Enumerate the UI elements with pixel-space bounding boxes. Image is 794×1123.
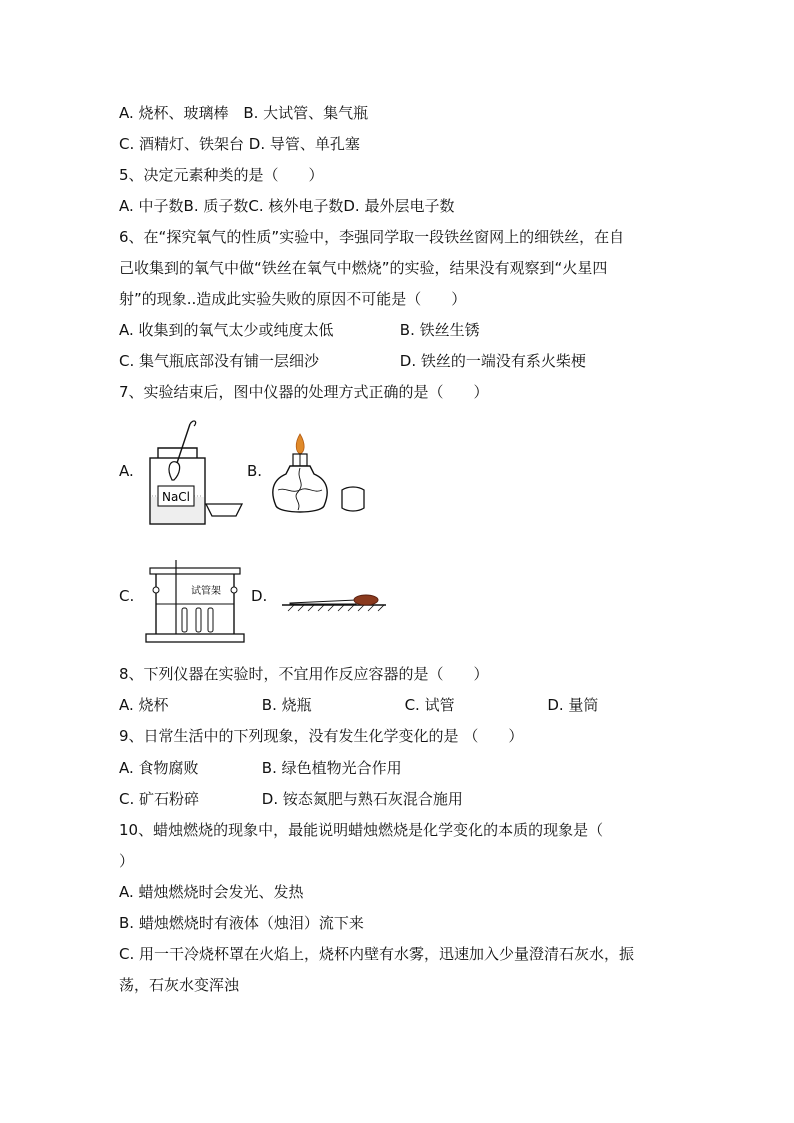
q9-options-line-2 [119,789,463,809]
spoon-handle [177,424,190,463]
q8-option-d: D. 量筒 [547,696,599,714]
q8-option-c: C. 试管 [404,696,455,714]
q4-option-a: A. 烧杯、玻璃棒 [119,104,229,122]
q8-option-b: B. 烧瓶 [261,696,312,714]
q7-figure-a-reagent-jar [140,418,252,528]
q6-options-line-1 [119,320,480,340]
q7-figure-b-alcohol-lamp [272,432,372,524]
rack-knob [153,587,159,593]
rack-top-bar [150,568,240,574]
dropper-tube [290,600,356,604]
q7-label-d: D. [251,587,268,605]
q4-options-line-2 [119,134,360,154]
q4-options-line-1 [119,103,368,123]
q9-stem: 9、日常生活中的下列现象，没有发生化学变化的是 （ ） [119,727,524,745]
q8-option-a: A. 烧杯 [119,696,169,714]
q6-stem-1: 6、在“探究氧气的性质”实验中，李强同学取一段铁丝窗网上的细铁丝，在自 [119,228,625,246]
rack-label: 试管架 [191,586,221,597]
q6-option-b: B. 铁丝生锈 [399,321,480,339]
q10-option-c-2: 荡，石灰水变浑浊 [119,976,240,994]
q6-stem-3: 射”的现象..造成此实验失败的原因不可能是（ ） [119,290,467,308]
q6-stem-2: 己收集到的氧气中做“铁丝在氧气中燃烧”的实验，结果没有观察到“火星四 [119,259,608,277]
q6-option-a: A. 收集到的氧气太少或纯度太低 [119,321,334,339]
q10-option-a: A. 蜡烛燃烧时会发光、发热 [119,883,304,901]
q7-label-a: A. [119,462,134,480]
q10-option-c-1: C. 用一干冷烧杯罩在火焰上，烧杯内壁有水雾，迅速加入少量澄清石灰水，振 [119,945,635,963]
flame [296,434,304,454]
q8-stem: 8、下列仪器在实验时，不宜用作反应容器的是（ ） [119,665,489,683]
q9-option-c: C. 矿石粉碎 [119,790,200,808]
q6-option-c: C. 集气瓶底部没有铺一层细沙 [119,352,320,370]
q5-stem: 5、决定元素种类的是（ ） [119,166,324,184]
q10-stem-1: 10、蜡烛燃烧的现象中，最能说明蜡烛燃烧是化学变化的本质的现象是（ [119,821,604,839]
q6-option-d: D. 铁丝的一端没有系火柴梗 [399,352,586,370]
spoon-bowl [169,462,180,480]
jar-label: NaCl [161,490,191,504]
dropper-bulb [354,595,378,605]
q8-options [119,695,598,715]
rack-knob [231,587,237,593]
q7-figure-c-test-tube-rack [144,558,248,646]
q9-option-d: D. 铵态氮肥与熟石灰混合施用 [261,790,463,808]
q9-option-b: B. 绿色植物光合作用 [261,759,402,777]
q7-label-b: B. [247,462,263,480]
spoon-tip [190,421,196,426]
test-tube [208,608,213,632]
lamp-cap [342,487,364,511]
q10-stem-2: ） [119,852,135,870]
q4-option-c: C. 酒精灯、铁架台 [119,135,245,153]
q4-option-b: B. 大试管、集气瓶 [243,104,369,122]
table-hatching [288,605,384,611]
q9-option-a: A. 食物腐败 [119,759,199,777]
q4-option-d: D. 导管、单孔塞 [248,135,360,153]
dish [206,504,242,516]
q10-option-b: B. 蜡烛燃烧时有液体（烛泪）流下来 [119,914,364,932]
q9-options-line-1 [119,758,402,778]
q7-stem: 7、实验结束后，图中仪器的处理方式正确的是（ ） [119,383,489,401]
test-tube [196,608,201,632]
q7-label-c: C. [119,587,135,605]
jar-neck [158,448,197,458]
test-tube [182,608,187,632]
q6-options-line-2 [119,351,586,371]
q7-figure-d-dropper [280,588,390,612]
q5-options: A. 中子数B. 质子数C. 核外电子数D. 最外层电子数 [119,197,455,215]
rack-base [146,634,244,642]
